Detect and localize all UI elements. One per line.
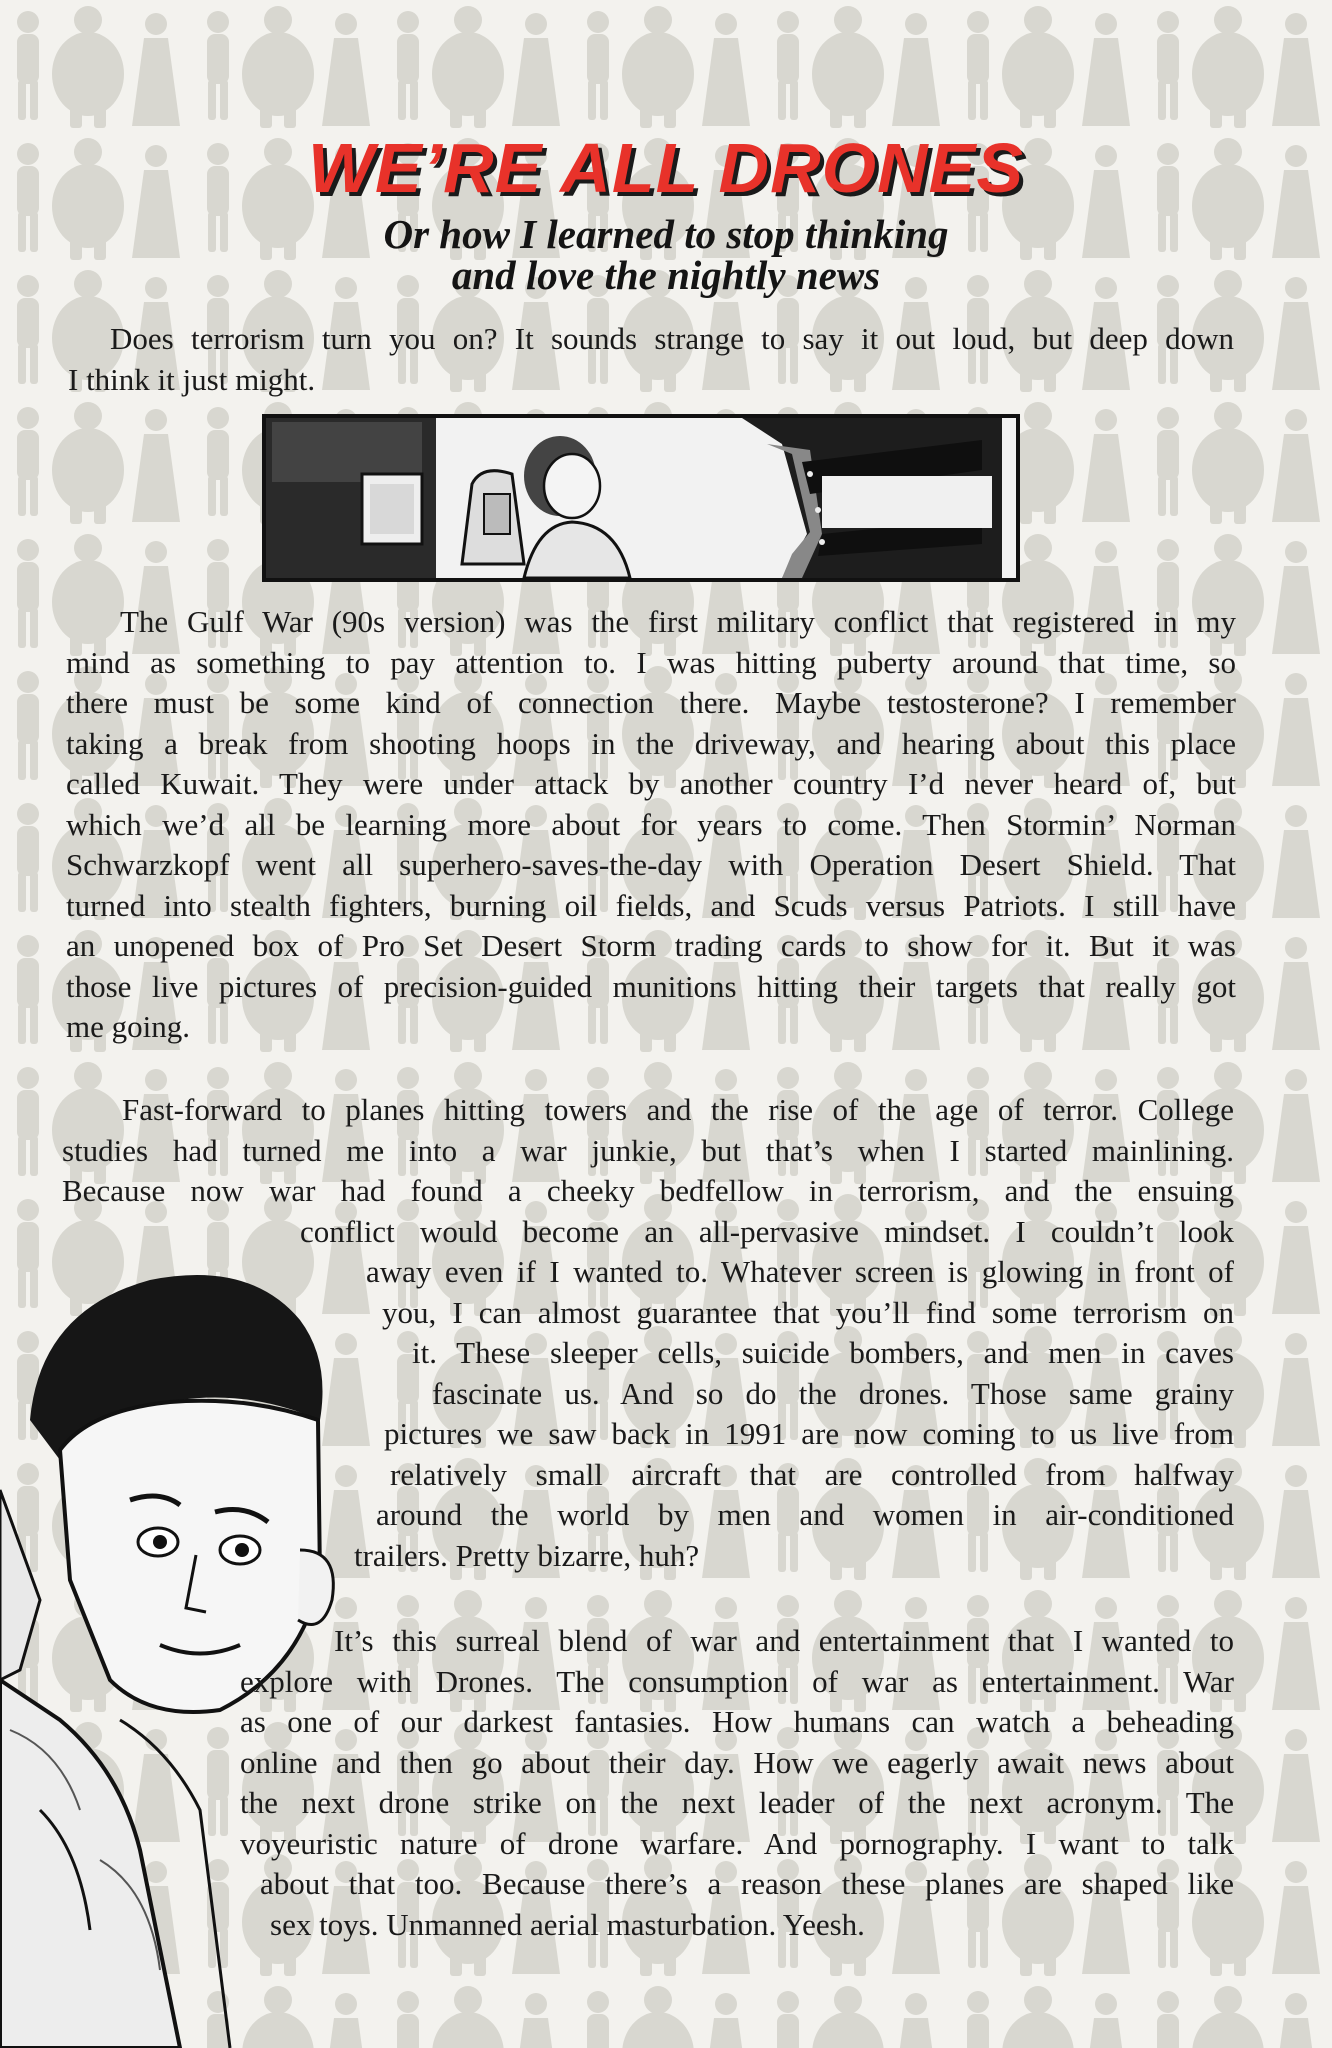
- text-line: me going.: [66, 1009, 190, 1044]
- paragraph-1: [68, 319, 1234, 400]
- text-line: away even if I wanted to. Whatever screen is glowing in front of: [366, 1254, 1234, 1289]
- text-line: mind as something to pay attention to. I was hitting puberty around that time, so: [66, 644, 1236, 680]
- text-line: Because now war had found a cheeky bedfellow in terrorism, and the ensuing: [62, 1173, 1234, 1208]
- text-line: Fast-forward to planes hitting towers and the rise of the age of terror. College: [122, 1092, 1234, 1127]
- text-line: which we’d all be learning more about for years to come. Then Stormin’ Norman: [66, 806, 1236, 842]
- comic-panel-illustration: [262, 414, 1020, 582]
- text-line: The Gulf War (90s version) was the first military conflict that registered in my: [120, 604, 1236, 639]
- text-line: It’s this surreal blend of war and entertainment that I wanted to: [334, 1623, 1234, 1658]
- article-title: WE’RE ALL DRONES: [307, 129, 1025, 207]
- text-line: taking a break from shooting hoops in the driveway, and hearing about this place: [66, 725, 1236, 761]
- text-line: the next drone strike on the next leader of the next acronym. The: [240, 1785, 1234, 1820]
- paragraph-4: [240, 1621, 1234, 1945]
- text-line: studies had turned me into a war junkie, but that’s when I started mainlining.: [62, 1132, 1234, 1168]
- text-line: pictures we saw back in 1991 are now coming to us live from: [384, 1416, 1234, 1451]
- text-line: online and then go about their day. How we eagerly await news about: [240, 1744, 1234, 1780]
- text-line: voyeuristic nature of drone warfare. And pornography. I want to talk: [240, 1825, 1234, 1861]
- text-line: relatively small aircraft that are controlled from halfway: [390, 1456, 1234, 1492]
- text-line: sex toys. Unmanned aerial masturbation. Yeesh.: [270, 1906, 865, 1942]
- paragraph-3: [62, 1090, 1234, 1576]
- text-line: turned into stealth fighters, burning oil fields, and Scuds versus Patriots. I still have: [66, 887, 1236, 923]
- text-line: conflict would become an all-pervasive mindset. I couldn’t look: [300, 1213, 1234, 1249]
- text-line: about that too. Because there’s a reason these planes are shaped like: [260, 1866, 1234, 1901]
- article-subtitle-line-2: and love the nightly news: [451, 252, 881, 298]
- text-line: Does terrorism turn you on? It sounds strange to say it out loud, but deep down: [110, 321, 1234, 356]
- text-line: it. These sleeper cells, suicide bombers, and men in caves: [412, 1335, 1234, 1370]
- text-line: I think it just might.: [68, 361, 316, 397]
- text-line: fascinate us. And so do the drones. Those same grainy: [432, 1375, 1234, 1411]
- text-line: trailers. Pretty bizarre, huh?: [354, 1537, 700, 1573]
- text-line: those live pictures of precision-guided munitions hitting their targets that really got: [66, 968, 1236, 1004]
- text-line: Schwarzkopf went all superhero-saves-the-day with Operation Desert Shield. That: [66, 847, 1236, 882]
- text-line: as one of our darkest fantasies. How humans can watch a beheading: [240, 1704, 1234, 1739]
- text-line: you, I can almost guarantee that you’ll find some terrorism on: [382, 1294, 1234, 1330]
- text-line: explore with Drones. The consumption of war as entertainment. War: [240, 1663, 1234, 1699]
- text-line: there must be some kind of connection there. Maybe testosterone? I remember: [66, 685, 1236, 720]
- text-line: called Kuwait. They were under attack by another country I’d never heard of, but: [66, 766, 1236, 801]
- article-subtitle-line-1: Or how I learned to stop thinking: [383, 211, 949, 257]
- paragraph-2: [66, 602, 1236, 1048]
- text-line: around the world by men and women in air-conditioned: [376, 1497, 1234, 1532]
- text-line: an unopened box of Pro Set Desert Storm trading cards to show for it. But it was: [66, 928, 1236, 963]
